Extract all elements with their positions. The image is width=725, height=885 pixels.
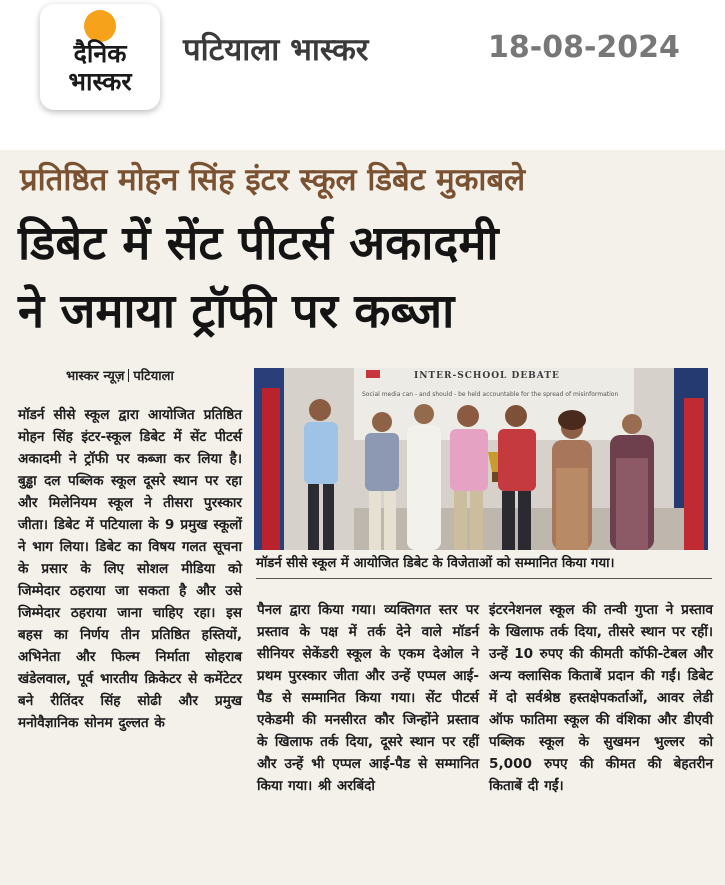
publication-date: 18-08-2024	[488, 30, 680, 65]
article-column-2: पैनल द्वारा किया गया। व्यक्तिगत स्तर पर प्रस्ताव के पक्ष में तर्क देने वाले मॉडर्न सीनियर सेकेंडरी स्कूल के एकम देओल ने प्रथम पुरस्कार जीता और उन्हें एप्पल आई-पैड से सम्मानित किया गया। सेंट पीटर्स एकेडमी की मनसीरत कौर जिन्होंने प्रस्ताव के खिलाफ तर्क दिया, दूसरे स्थान पर रहीं और उन्हें भी एप्पल आई-पैड से सम्मानित किया गया। श्री अरबिंदो	[257, 602, 479, 794]
byline-divider	[128, 369, 129, 382]
headline-line-1: डिबेट में सेंट पीटर्स अकादमी	[18, 216, 499, 271]
byline-agency: भास्कर न्यूज़	[66, 369, 125, 384]
photo-winners-group	[254, 368, 708, 550]
caption-divider	[256, 578, 712, 579]
article-photo	[254, 368, 708, 550]
photo-banner-text: INTER-SCHOOL DEBATE	[414, 371, 560, 381]
newspaper-clipping	[0, 150, 725, 885]
photo-caption: मॉडर्न सीसे स्कूल में आयोजित डिबेट के विजेताओं को सम्मानित किया गया।	[256, 556, 615, 571]
article-column-3: इंटरनेशनल स्कूल की तन्वी गुप्ता ने प्रस्ताव के खिलाफ तर्क दिया, तीसरे स्थान पर रहीं। उन्हें 10 रुपए की कीमती कॉफी-टेबल और अन्य क्लासिक किताबें प्रदान की गईं। डिबेट में दो सर्वश्रेष्ठ हस्तक्षेपकर्ताओं, आवर लेडी ऑफ फातिमा स्कूल की वंशिका और डीएवी पब्लिक स्कूल के सुखमन भुल्लर को 5,000 रुपए की कीमत की बेहतरीन किताबें दी गईं।	[489, 602, 713, 794]
edition-name: पटियाला भास्कर	[183, 32, 369, 68]
dainik-bhaskar-logo	[40, 4, 160, 110]
article-kicker: प्रतिष्ठित मोहन सिंह इंटर स्कूल डिबेट मुकाबले	[20, 162, 526, 198]
headline-line-2: ने जमाया ट्रॉफी पर कब्जा	[18, 284, 455, 339]
byline	[66, 366, 174, 384]
logo-text-line1: दैनिक	[73, 39, 127, 68]
byline-city: पटियाला	[133, 369, 174, 384]
logo-text-line2: भास्कर	[68, 67, 132, 96]
photo-screen-text: Social media can - and should - be held accountable for the spread of misinformation	[362, 391, 619, 398]
sun-icon	[84, 10, 116, 42]
article-headline	[18, 210, 718, 346]
article-column-1: मॉडर्न सीसे स्कूल द्वारा आयोजित प्रतिष्ठित मोहन सिंह इंटर-स्कूल डिबेट में सेंट पीटर्स अकादमी ने ट्रॉफी पर कब्जा कर लिया है। बुड्ढा दल पब्लिक स्कूल दूसरे स्थान पर रहा और मिलेनियम स्कूल ने तीसरा पुरस्कार जीता। डिबेट में पटियाला के 9 प्रमुख स्कूलों ने भाग लिया। डिबेट का विषय गलत सूचना के प्रसार के लिए सोशल मीडिया को जिम्मेदार ठहराया जा सकता है और उसे जिम्मेदार ठहराया जाना चाहिए रहा। इस बहस का निर्णय तीन प्रतिष्ठित हस्तियों, अभिनेता और फिल्म निर्माता सोहराब खंडेलवाल, पूर्व भारतीय क्रिकेटर से कमेंटेटर बने रीतिंदर सिंह सोढी और प्रमुख मनोवैज्ञानिक सोनम दुल्लत के	[18, 407, 242, 731]
masthead	[0, 0, 725, 128]
